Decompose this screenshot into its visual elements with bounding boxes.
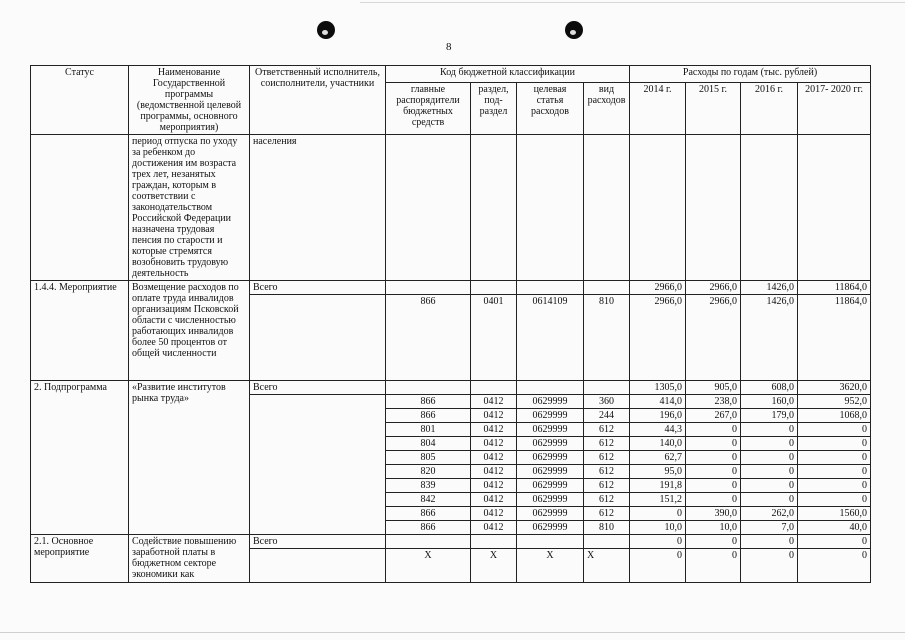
table-cell: 810	[584, 295, 630, 381]
table-cell: 0	[686, 451, 741, 465]
empty-cell	[386, 381, 471, 395]
col-2017: 2017- 2020 гг.	[798, 83, 871, 135]
cell-name: Возмещение расходов по оплате труда инвалидов организациям Псковской области с численностью работающих инвалидов более 50 процентов от общей численности	[129, 281, 250, 381]
header-row-1	[31, 66, 871, 83]
table-cell: Х	[584, 549, 630, 583]
table-cell: 0	[630, 507, 686, 521]
table-cell: 0	[798, 493, 871, 507]
table-cell: 0	[798, 423, 871, 437]
table-cell: 0629999	[517, 423, 584, 437]
empty-cell	[386, 135, 471, 281]
cell-name: Содействие повышению заработной платы в бюджетном секторе экономики как	[129, 535, 250, 583]
table-cell: 866	[386, 521, 471, 535]
table-cell: 0	[741, 437, 798, 451]
table-cell: 0412	[471, 437, 517, 451]
table-cell: 866	[386, 507, 471, 521]
empty-cell	[584, 281, 630, 295]
table-cell: 2966,0	[630, 281, 686, 295]
table-cell: 0	[686, 493, 741, 507]
table-cell: 140,0	[630, 437, 686, 451]
empty-cell	[584, 535, 630, 549]
punch-hole-left	[317, 21, 335, 39]
table-cell: 11864,0	[798, 295, 871, 381]
table-cell: 2966,0	[630, 295, 686, 381]
table-cell: 0	[798, 535, 871, 549]
punch-hole-right	[565, 21, 583, 39]
col-2015: 2015 г.	[686, 83, 741, 135]
table-cell: 0	[686, 465, 741, 479]
table-cell: 0629999	[517, 409, 584, 423]
empty-cell	[630, 135, 686, 281]
empty-cell	[584, 381, 630, 395]
table-cell: 44,3	[630, 423, 686, 437]
table-cell: 801	[386, 423, 471, 437]
empty-cell	[517, 381, 584, 395]
table-cell: 0	[741, 493, 798, 507]
table-cell: 839	[386, 479, 471, 493]
empty-cell	[471, 535, 517, 549]
table-cell: 612	[584, 451, 630, 465]
table-cell: 0412	[471, 395, 517, 409]
empty-cell	[584, 135, 630, 281]
empty-cell	[250, 549, 386, 583]
empty-cell	[250, 295, 386, 381]
table-cell: 0	[798, 479, 871, 493]
table-cell: 0	[630, 535, 686, 549]
table-cell: 11864,0	[798, 281, 871, 295]
col-2016: 2016 г.	[741, 83, 798, 135]
col-grbs: главные распорядители бюджетных средств	[386, 83, 471, 135]
page-number: 8	[446, 41, 452, 53]
table-cell: 262,0	[741, 507, 798, 521]
table-cell: 0	[741, 423, 798, 437]
empty-cell	[471, 381, 517, 395]
table-cell: 0629999	[517, 395, 584, 409]
empty-cell	[471, 281, 517, 295]
table-cell: 2966,0	[686, 295, 741, 381]
table-cell: 0412	[471, 507, 517, 521]
table-cell: 196,0	[630, 409, 686, 423]
table-cell: 62,7	[630, 451, 686, 465]
table-cell: 0401	[471, 295, 517, 381]
cell-name: период отпуска по уходу за ребенком до достижения им возраста трех лет, незанятых граждан, которым в соответствии с законодательством Российской Федерации назначена трудовая пенсия по старости и которые стремятся возобновить трудовую деятельность	[129, 135, 250, 281]
table-cell: 612	[584, 493, 630, 507]
table-cell: 0412	[471, 451, 517, 465]
table-cell: 0	[630, 549, 686, 583]
empty-cell	[798, 135, 871, 281]
cell-name: «Развитие институтов рынка труда»	[129, 381, 250, 535]
table-cell: 0	[741, 465, 798, 479]
table-cell: 390,0	[686, 507, 741, 521]
table-cell: 612	[584, 423, 630, 437]
table-cell: 244	[584, 409, 630, 423]
table-cell: 160,0	[741, 395, 798, 409]
table-cell: 0629999	[517, 451, 584, 465]
table-cell: 810	[584, 521, 630, 535]
empty-cell	[471, 135, 517, 281]
table-cell: 0	[686, 535, 741, 549]
table-cell: 3620,0	[798, 381, 871, 395]
scan-artifact-top	[360, 2, 905, 3]
empty-cell	[386, 281, 471, 295]
empty-cell	[517, 135, 584, 281]
table-cell: Х	[386, 549, 471, 583]
table-cell: 0	[686, 549, 741, 583]
col-2014: 2014 г.	[630, 83, 686, 135]
table-cell: 10,0	[686, 521, 741, 535]
table-cell: 191,8	[630, 479, 686, 493]
table-cell: 0629999	[517, 493, 584, 507]
table-cell: 804	[386, 437, 471, 451]
table-cell: 0	[741, 549, 798, 583]
cell-status	[31, 135, 129, 281]
col-executor: Ответственный исполнитель, соисполнители, участники	[250, 66, 386, 135]
table-cell: 95,0	[630, 465, 686, 479]
table-row-sub2-total	[31, 381, 871, 395]
empty-cell	[517, 281, 584, 295]
table-cell: 866	[386, 409, 471, 423]
table-cell: 612	[584, 437, 630, 451]
table-cell: 608,0	[741, 381, 798, 395]
table-cell: 0	[686, 437, 741, 451]
table-cell: 1068,0	[798, 409, 871, 423]
table-cell: 151,2	[630, 493, 686, 507]
table-cell: 905,0	[686, 381, 741, 395]
col-expenses: Расходы по годам (тыс. рублей)	[630, 66, 871, 83]
col-razdel: раздел, под- раздел	[471, 83, 517, 135]
table-cell: 267,0	[686, 409, 741, 423]
table-cell: 0	[798, 437, 871, 451]
table-cell: 866	[386, 395, 471, 409]
cell-status: 1.4.4. Мероприятие	[31, 281, 129, 381]
table-cell: 0412	[471, 465, 517, 479]
cell-total-label: Всего	[250, 535, 386, 549]
table-cell: 1426,0	[741, 295, 798, 381]
table-cell: 238,0	[686, 395, 741, 409]
table-cell: 10,0	[630, 521, 686, 535]
col-name: Наименование Государственной программы (ведомственной целевой программы, основного мероприятия)	[129, 66, 250, 135]
table-cell: 2966,0	[686, 281, 741, 295]
table-cell: 0	[741, 451, 798, 465]
table-cell: 0	[686, 423, 741, 437]
table-cell: 0614109	[517, 295, 584, 381]
table-cell: 0	[686, 479, 741, 493]
table-cell: 0	[798, 549, 871, 583]
table-cell: 414,0	[630, 395, 686, 409]
table-cell: 0	[798, 451, 871, 465]
cell-status: 2.1. Основное мероприятие	[31, 535, 129, 583]
table-cell: 0412	[471, 409, 517, 423]
table-cell: Х	[517, 549, 584, 583]
empty-cell	[517, 535, 584, 549]
table-row-continuation	[31, 135, 871, 281]
table-cell: 0629999	[517, 465, 584, 479]
table-cell: 0412	[471, 521, 517, 535]
col-vr: вид расходов	[584, 83, 630, 135]
table-cell: 0412	[471, 493, 517, 507]
table-cell: 0629999	[517, 479, 584, 493]
table-cell: 0	[798, 465, 871, 479]
table-cell: 952,0	[798, 395, 871, 409]
table-cell: 0	[741, 535, 798, 549]
table-cell: 0412	[471, 479, 517, 493]
table-cell: 0629999	[517, 507, 584, 521]
col-status: Статус	[31, 66, 129, 135]
empty-cell	[386, 535, 471, 549]
table-cell: 360	[584, 395, 630, 409]
table-cell: 7,0	[741, 521, 798, 535]
col-kbk: Код бюджетной классификации	[386, 66, 630, 83]
table-cell: 0629999	[517, 437, 584, 451]
table-cell: 1560,0	[798, 507, 871, 521]
table-cell: 0629999	[517, 521, 584, 535]
table-cell: Х	[471, 549, 517, 583]
table-cell: 179,0	[741, 409, 798, 423]
table-cell: 612	[584, 479, 630, 493]
table-cell: 1426,0	[741, 281, 798, 295]
col-cs: целевая статья расходов	[517, 83, 584, 135]
cell-status: 2. Подпрограмма	[31, 381, 129, 535]
table-cell: 40,0	[798, 521, 871, 535]
empty-cell	[741, 135, 798, 281]
table-row-144-total	[31, 281, 871, 295]
empty-cell	[250, 395, 386, 535]
table-cell: 612	[584, 465, 630, 479]
empty-cell	[686, 135, 741, 281]
table-cell: 1305,0	[630, 381, 686, 395]
table-cell: 820	[386, 465, 471, 479]
budget-table	[30, 65, 871, 583]
table-cell: 866	[386, 295, 471, 381]
scan-artifact-bottom	[0, 632, 905, 633]
cell-executor: населения	[250, 135, 386, 281]
cell-total-label: Всего	[250, 381, 386, 395]
table-cell: 0412	[471, 423, 517, 437]
table-cell: 0	[741, 479, 798, 493]
table-cell: 842	[386, 493, 471, 507]
table-cell: 805	[386, 451, 471, 465]
table-cell: 612	[584, 507, 630, 521]
table-row-21-total	[31, 535, 871, 549]
cell-total-label: Всего	[250, 281, 386, 295]
